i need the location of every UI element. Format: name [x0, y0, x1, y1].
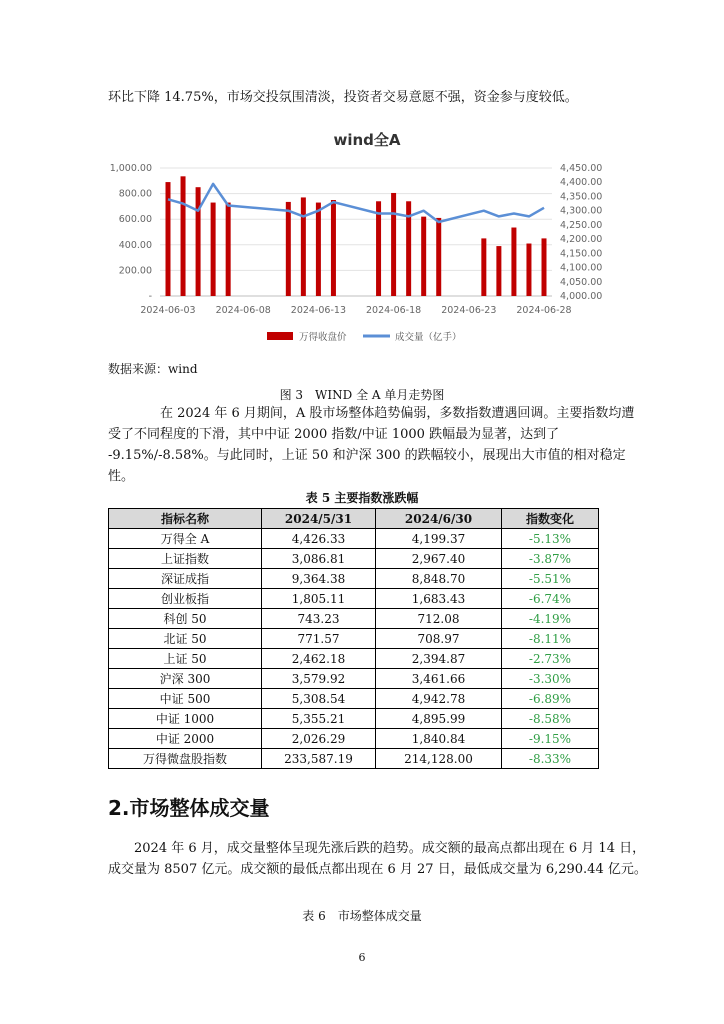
right-tick-label: 4,150.00 [560, 248, 603, 260]
cell-change: -3.87% [502, 549, 599, 569]
bar-series [166, 176, 547, 296]
header-name: 指标名称 [109, 509, 262, 529]
cell-change: -3.30% [502, 669, 599, 689]
legend-swatch-bar [267, 332, 293, 340]
bar [331, 200, 336, 296]
left-tick-label: 600.00 [118, 214, 152, 226]
right-tick-label: 4,200.00 [560, 234, 603, 246]
wind-chart [108, 120, 618, 355]
chart-title: wind全A [333, 131, 401, 149]
legend [267, 331, 462, 343]
table-row [109, 729, 599, 749]
cell-change: -8.58% [502, 709, 599, 729]
table-row [109, 629, 599, 649]
table-row [109, 589, 599, 609]
cell-change: -8.33% [502, 749, 599, 769]
cell-value-start: 2,462.18 [262, 649, 376, 669]
left-tick-label: - [148, 291, 152, 302]
table-caption: 表 5 主要指数涨跌幅 [305, 491, 419, 505]
cell-index-name: 北证 50 [109, 629, 262, 649]
cell-value-start: 5,355.21 [262, 709, 376, 729]
bar [196, 187, 201, 296]
right-tick-label: 4,300.00 [560, 205, 603, 217]
cell-value-end: 712.08 [376, 609, 502, 629]
cell-value-end: 4,942.78 [376, 689, 502, 709]
table-row [109, 709, 599, 729]
cell-change: -4.19% [502, 609, 599, 629]
cell-value-end: 1,840.84 [376, 729, 502, 749]
line-series [168, 184, 544, 222]
section-line: 2024 年 6 月，成交量整体呈现先涨后跌的趋势。成交额的最高点都出现在 6 月 14 日， [134, 841, 646, 856]
cell-value-end: 214,128.00 [376, 749, 502, 769]
right-axis [560, 163, 602, 302]
cell-value-end: 4,199.37 [376, 529, 502, 549]
x-tick-label: 2024-06-23 [441, 305, 497, 316]
cell-index-name: 万得全 A [109, 529, 262, 549]
grid-lines [160, 168, 552, 296]
left-tick-label: 200.00 [118, 265, 152, 277]
section-paragraph [108, 838, 647, 880]
series-line [168, 184, 544, 222]
cell-value-start: 3,579.92 [262, 669, 376, 689]
table-row [109, 529, 599, 549]
cell-change: -6.89% [502, 689, 599, 709]
table-row [109, 569, 599, 589]
cell-value-end: 2,394.87 [376, 649, 502, 669]
bar [436, 218, 441, 296]
cell-value-start: 3,086.81 [262, 549, 376, 569]
table-header-row [109, 509, 599, 529]
bar [226, 203, 231, 296]
cell-value-start: 2,026.29 [262, 729, 376, 749]
cell-index-name: 上证指数 [109, 549, 262, 569]
cell-value-end: 4,895.99 [376, 709, 502, 729]
analysis-line: 受了不同程度的下滑，其中中证 2000 指数/中证 1000 跌幅最为显著，达到了 [108, 427, 560, 442]
section-heading: 2.市场整体成交量 [108, 796, 270, 820]
bar [511, 228, 516, 296]
cell-change: -6.74% [502, 589, 599, 609]
bar [376, 201, 381, 296]
cell-index-name: 深证成指 [109, 569, 262, 589]
cell-index-name: 科创 50 [109, 609, 262, 629]
right-tick-label: 4,250.00 [560, 219, 603, 231]
cell-value-start: 743.23 [262, 609, 376, 629]
cell-value-start: 4,426.33 [262, 529, 376, 549]
cell-value-end: 2,967.40 [376, 549, 502, 569]
analysis-line: -9.15%/-8.58%。与此同时，上证 50 和沪深 300 的跌幅较小，展现出大市值的相对稳定 [108, 448, 626, 463]
analysis-paragraph [108, 403, 635, 487]
left-tick-label: 400.00 [118, 239, 152, 251]
page-number: 6 [358, 951, 366, 964]
cell-change: -2.73% [502, 649, 599, 669]
cell-value-end: 3,461.66 [376, 669, 502, 689]
x-tick-label: 2024-06-08 [215, 305, 271, 316]
header-change: 指数变化 [502, 509, 599, 529]
bar [496, 246, 501, 296]
cell-index-name: 沪深 300 [109, 669, 262, 689]
right-tick-label: 4,350.00 [560, 191, 603, 203]
cell-index-name: 创业板指 [109, 589, 262, 609]
bar [286, 202, 291, 296]
table6-caption: 表 6 市场整体成交量 [302, 909, 422, 923]
bar [421, 217, 426, 296]
cell-change: -9.15% [502, 729, 599, 749]
cell-index-name: 中证 2000 [109, 729, 262, 749]
left-tick-label: 800.00 [118, 188, 152, 200]
cell-value-start: 233,587.19 [262, 749, 376, 769]
cell-change: -5.51% [502, 569, 599, 589]
x-tick-label: 2024-06-03 [140, 305, 196, 316]
bar [181, 176, 186, 296]
header-date2: 2024/6/30 [376, 509, 502, 529]
cell-value-start: 9,364.38 [262, 569, 376, 589]
bar [211, 203, 216, 296]
table-row [109, 649, 599, 669]
bar [301, 197, 306, 296]
header-date1: 2024/5/31 [262, 509, 376, 529]
right-tick-label: 4,400.00 [560, 177, 603, 189]
table-row [109, 669, 599, 689]
x-tick-label: 2024-06-13 [290, 305, 347, 316]
table-row [109, 689, 599, 709]
cell-index-name: 上证 50 [109, 649, 262, 669]
table-body [109, 529, 599, 769]
cell-value-start: 771.57 [262, 629, 376, 649]
figure-caption: 图 3 WIND 全 A 单月走势图 [279, 388, 445, 402]
bar [391, 193, 396, 296]
cell-value-start: 5,308.54 [262, 689, 376, 709]
legend-label-line: 成交量（亿手） [395, 332, 462, 343]
bar [542, 238, 547, 296]
cell-value-end: 8,848.70 [376, 569, 502, 589]
cell-value-end: 1,683.43 [376, 589, 502, 609]
index-table [108, 508, 599, 769]
cell-index-name: 万得微盘股指数 [109, 749, 262, 769]
section-line: 成交量为 8507 亿元。成交额的最低点都出现在 6 月 27 日，最低成交量为 6,290.44 亿元。 [108, 862, 647, 877]
x-tick-label: 2024-06-18 [365, 305, 422, 316]
intro-line: 环比下降 14.75%，市场交投氛围清淡，投资者交易意愿不强，资金参与度较低。 [108, 90, 578, 105]
cell-index-name: 中证 500 [109, 689, 262, 709]
bar [316, 203, 321, 296]
table-row [109, 609, 599, 629]
right-tick-label: 4,000.00 [560, 291, 603, 302]
analysis-line: 在 2024 年 6 月期间，A 股市场整体趋势偏弱，多数指数遭遇回调。主要指数均遭 [160, 406, 635, 421]
cell-value-start: 1,805.11 [262, 589, 376, 609]
analysis-line: 性。 [108, 469, 135, 484]
legend-label-bar: 万得收盘价 [299, 332, 347, 343]
left-axis [110, 163, 152, 302]
x-tick-label: 2024-06-28 [516, 305, 572, 316]
right-tick-label: 4,050.00 [560, 276, 603, 288]
table-row [109, 549, 599, 569]
cell-change: -5.13% [502, 529, 599, 549]
right-tick-label: 4,450.00 [560, 163, 603, 174]
bar [526, 244, 531, 296]
x-axis [140, 305, 571, 316]
cell-index-name: 中证 1000 [109, 709, 262, 729]
bar [481, 238, 486, 296]
data-source: 数据来源：wind [108, 362, 198, 376]
table-row [109, 749, 599, 769]
cell-value-end: 708.97 [376, 629, 502, 649]
right-tick-label: 4,100.00 [560, 262, 603, 274]
left-tick-label: 1,000.00 [109, 163, 152, 174]
cell-change: -8.11% [502, 629, 599, 649]
